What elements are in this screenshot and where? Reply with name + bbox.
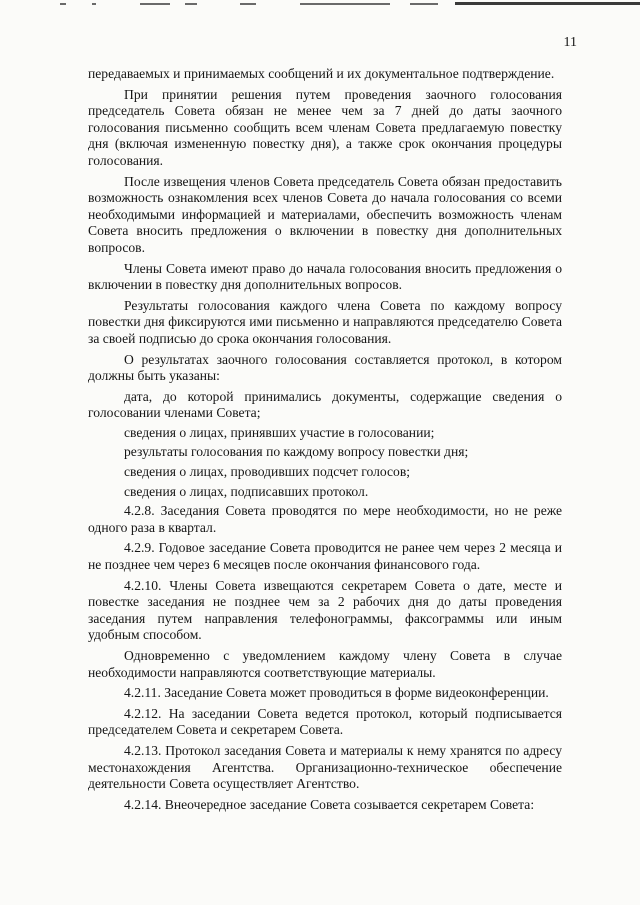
list-item: дата, до которой принимались документы, содержащие сведения о голосовании членами Совета;: [88, 388, 562, 421]
clause-4-2-14: 4.2.14. Внеочередное заседание Совета созывается секретарем Совета:: [124, 796, 535, 812]
paragraph: О результатах заочного голосования составляется протокол, в котором должны быть указаны:: [88, 351, 562, 384]
clause-4-2-10: 4.2.10. Члены Совета извещаются секретарем Совета о дате, месте и повестке заседания не позднее чем за 2 рабочих дня до даты проведения заседания путем направления телефонограммы, факсограммы или иным удобным способом.: [88, 577, 562, 643]
paragraph: Члены Совета имеют право до начала голосования вносить предложения о включении в повестку дня дополнительных вопросов.: [88, 260, 562, 293]
list-item: сведения о лицах, подписавших протокол.: [124, 483, 369, 499]
list-item: сведения о лицах, проводивших подсчет голосов;: [124, 464, 411, 480]
paragraph: При принятии решения путем проведения заочного голосования председатель Совета обязан не менее чем за 7 дней до даты заочного голосования письменно сообщить всем членам Совета предлагаемую повестку дня (включая измененную повестку дня), а также срок окончания процедуры голосования.: [88, 86, 562, 168]
clause-4-2-8: 4.2.8. Заседания Совета проводятся по мере необходимости, но не реже одного раза в квартал.: [88, 503, 562, 535]
scan-edge-artifact: [0, 0, 640, 10]
page-number: 11: [563, 35, 577, 50]
paragraph: Результаты голосования каждого члена Совета по каждому вопросу повестки дня фиксируются ими письменно и направляются председателю Совета за своей подписью до срока окончания голосования.: [88, 297, 562, 346]
clause-4-2-13: 4.2.13. Протокол заседания Совета и материалы к нему хранятся по адресу местонахождения Агентства. Организационно-техническое обеспечение деятельности Совета осуществляет Агентство.: [88, 742, 562, 792]
clause-4-2-12: 4.2.12. На заседании Совета ведется протокол, который подписывается председателем Совета и секретарем Совета.: [88, 705, 562, 738]
clause-4-2-9: 4.2.9. Годовое заседание Совета проводится не ранее чем через 2 месяца и не позднее чем через 6 месяцев после окончания финансового года.: [88, 540, 562, 573]
paragraph: Одновременно с уведомлением каждому члену Совета в случае необходимости направляются соответствующие материалы.: [88, 648, 562, 680]
document-text: [88, 66, 562, 817]
paragraph: передаваемых и принимаемых сообщений и их документальное подтверждение.: [88, 66, 555, 81]
paragraph: После извещения членов Совета председатель Совета обязан предоставить возможность ознакомления всех членов Совета до начала голосования со всеми необходимыми информацией и материалами, обеспечить возможность членам Совета вносить предложения о включении в повестку дня дополнительных вопросов.: [88, 173, 562, 255]
list-item: результаты голосования по каждому вопросу повестки дня;: [124, 444, 469, 460]
list-item: сведения о лицах, принявших участие в голосовании;: [124, 424, 435, 440]
clause-4-2-11: 4.2.11. Заседание Совета может проводиться в форме видеоконференции.: [124, 685, 549, 701]
